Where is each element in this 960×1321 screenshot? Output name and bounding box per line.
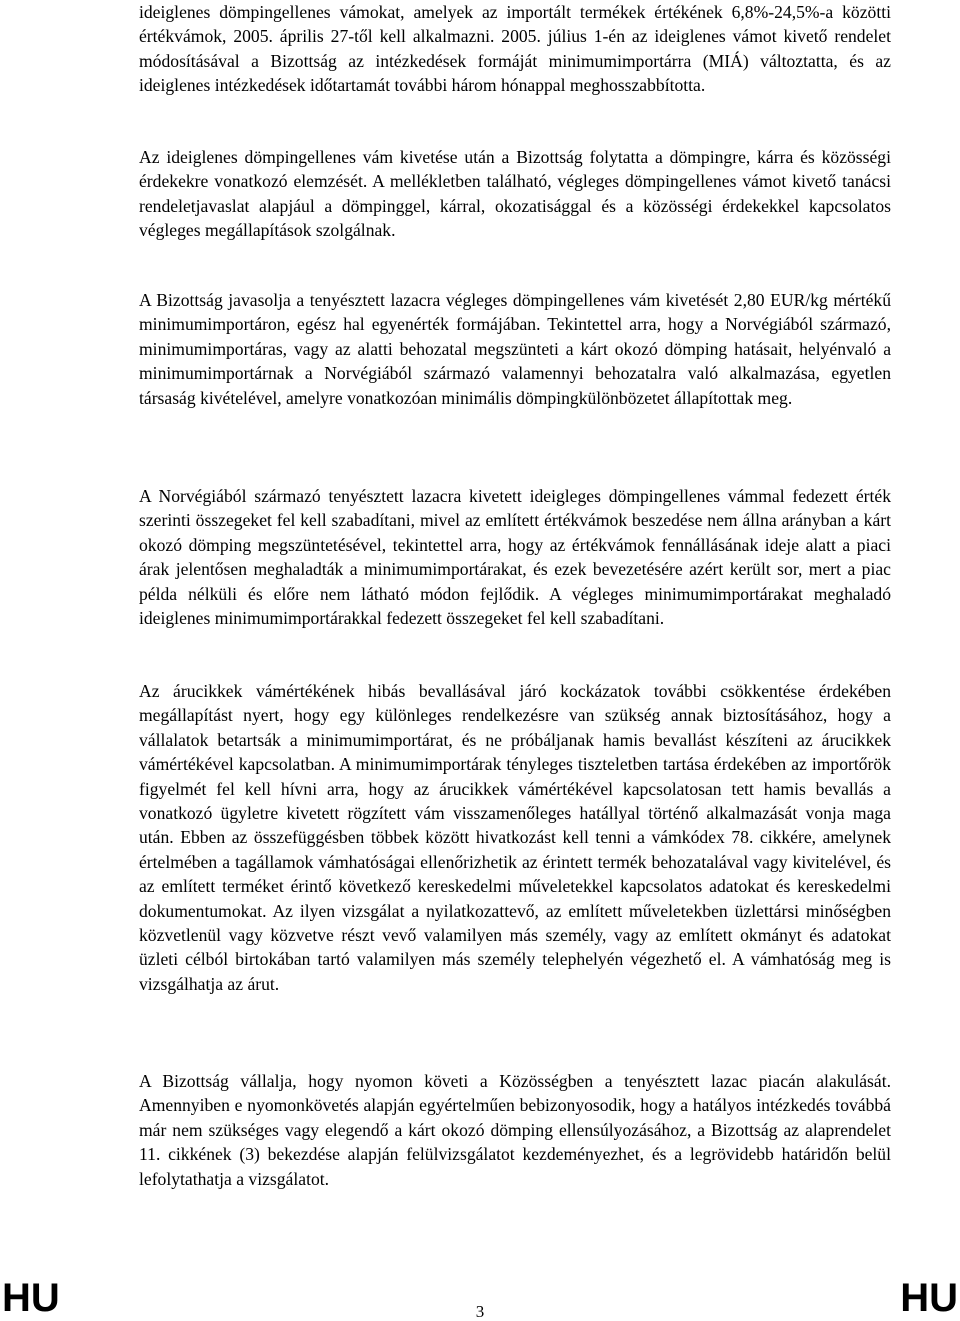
paragraph-release-amounts: A Norvégiából származó tenyésztett lazacra kivetett ideigleges dömpingellenes vámmal fedezett érték szerinti összegeket fel kell szabadítani, mivel az említett értékvámok beszedése nem állna arányban a kárt okozó dömping megszüntetésével, tekintettel arra, hogy az értékvámok fennállásának ideje alatt a piaci árak jelentősen meghaladták a minimumimportárakat, és ezek bevezetésére azért került sor, mert a piac példa nélküli és előre nem látható módon fejlődik. A végleges minimumimportárakat meghaladó ideiglenes minimumimportárakkal fedezett összegeket fel kell szabadítani.: [139, 486, 891, 629]
paragraph-customs-value: Az árucikkek vámértékének hibás bevallásával járó kockázatok további csökkentése érdekében megállapítást nyert, hogy egy különleges rendelkezésre van szükség annak biztosításához, hogy a vállalatok betartsák a minimumimportárat, és ne próbáljanak hamis bevallást készíteni az árucikkek vámértékével kapcsolatban. A minimumimportárak tényleges tiszteletben tartása érdekében az importőrök figyelmét fel kell hívni arra, hogy az árucikkek vámértékével kapcsolatosan tett hamis bevallás a vonatkozó ügyletre kivetett rögzített vám visszamenőleges hatállyal történő alkalmazását vonja maga után. Ebben az összefüggésben többek között hivatkozást kell tenni a vámkódex 78. cikkére, amelynek értelmében a tagállamok vámhatóságai ellenőrizhetik az érintett termék behozatalával vagy kivitelével, és az említett terméket érintő következő kereskedelmi műveletekkel kapcsolatos adatokat és kereskedelmi dokumentumokat. Az ilyen vizsgálat a nyilatkozattevő, az említett műveletekben üzlettársi minőségben közvetlenül vagy közvetve részt vevő valamilyen más személy, vagy az említett okmányt és adatokat üzleti célból birtokában tartó valamilyen más személy telephelyén végezhető el. A vámhatóság meg is vizsgálhatja az árut.: [139, 681, 891, 994]
footer-language-left: HU: [2, 1276, 60, 1320]
paragraph-proposal: A Bizottság javasolja a tenyésztett lazacra végleges dömpingellenes vám kivetését 2,80 EUR/kg mértékű minimumimportáron, egész hal egyenérték formájában. Tekintettel arra, hogy a Norvégiából származó, minimumimportáras, vagy az alatti behozatal megszünteti a kárt okozó dömping hatásait, helyénvaló a minimumimportárnak a Norvégiából származó valamennyi behozatalra való alkalmazása, egyetlen társaság kivételével, amelyre vonatkozóan minimális dömpingkülönbözetet állapítottak meg.: [139, 290, 891, 408]
paragraph-analysis: Az ideiglenes dömpingellenes vám kivetése után a Bizottság folytatta a dömpingre, kárra és közösségi érdekekre vonatkozó elemzését. A mellékletben található, végleges dömpingellenes vámot kivető tanácsi rendeletjavaslat alapjául a dömpinggel, kárral, okozatisággal és a közösségi érdekekkel kapcsolatos végleges megállapítások szolgálnak.: [139, 147, 891, 241]
paragraph-provisional-duties: ideiglenes dömpingellenes vámokat, amelyek az importált termékek értékének 6,8%-24,5%-a közötti értékvámok, 2005. április 27-től kell alkalmazni. 2005. július 1-én az ideiglenes vámot kivető rendelet módosításával a Bizottság az intézkedések formáját minimumimportárra (MIÁ) változtatta, és az ideiglenes intézkedések időtartamát további három hónappal meghosszabbította.: [139, 2, 891, 96]
paragraph-monitoring: A Bizottság vállalja, hogy nyomon követi a Közösségben a tenyésztett lazac piacán alakulását. Amennyiben e nyomonkövetés alapján egyértelműen bebizonyosodik, hogy a hatályos intézkedés továbbá már nem szükséges vagy elegendő a kárt okozó dömping ellensúlyozásához, a Bizottság az alaprendelet 11. cikkének (3) bekezdése alapján felülvizsgálatot kezdeményezhet, és a legrövidebb határidőn belül lefolytathatja a vizsgálatot.: [139, 1071, 891, 1189]
page-number: 3: [475, 1302, 485, 1321]
footer-language-right: HU: [900, 1276, 958, 1320]
